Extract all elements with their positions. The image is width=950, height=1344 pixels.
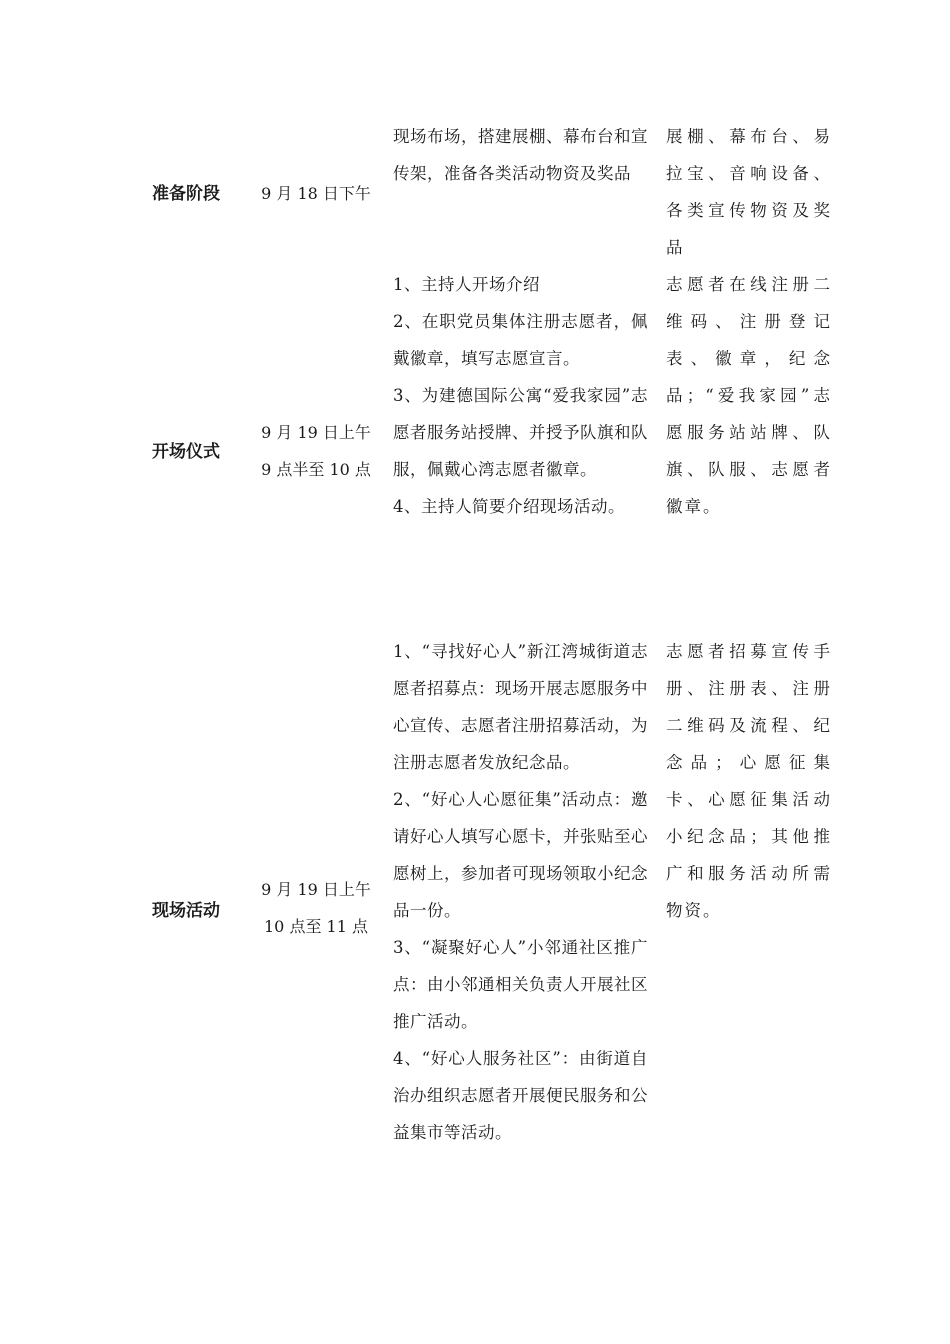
time-line: 9 点半至 10 点 — [261, 460, 371, 479]
content-cell — [393, 266, 648, 525]
resource-cell — [666, 633, 832, 929]
table-row-preparation — [0, 118, 950, 268]
content-paragraph: 3、为建德国际公寓“爱我家园”志愿者服务站授牌、并授予队旗和队服，佩戴心湾志愿者徽章。 — [393, 386, 648, 479]
resource-text: 展棚、幕布台、易拉宝、音响设备、各类宣传物资及奖品 — [666, 127, 832, 257]
time-line: 9 月 19 日上午 — [261, 423, 371, 442]
resource-cell — [666, 266, 832, 525]
time-line: 10 点至 11 点 — [264, 917, 368, 936]
time-line: 9 月 19 日上午 — [261, 880, 371, 899]
stage-label: 现场活动 — [152, 901, 220, 921]
resource-text: 志愿者在线注册二维码、注册登记表、徽章，纪念品；“爱我家园”志愿服务站站牌、队旗、队服、志愿者徽章。 — [666, 275, 832, 516]
time-cell — [248, 175, 384, 212]
content-paragraph: 1、“寻找好心人”新江湾城街道志愿者招募点：现场开展志愿服务中心宣传、志愿者注册招募活动，为注册志愿者发放纪念品。 — [393, 642, 648, 772]
stage-label: 开场仪式 — [152, 442, 220, 462]
table-row-opening — [0, 266, 950, 636]
content-paragraph: 现场布场，搭建展棚、幕布台和宣传架，准备各类活动物资及奖品 — [393, 127, 648, 183]
resource-cell — [666, 118, 832, 266]
content-paragraph: 4、“好心人服务社区”：由街道自治办组织志愿者开展便民服务和公益集市等活动。 — [393, 1049, 648, 1142]
content-cell — [393, 118, 648, 192]
content-paragraph: 4、主持人简要介绍现场活动。 — [393, 497, 625, 516]
content-paragraph: 2、在职党员集体注册志愿者，佩戴徽章，填写志愿宣言。 — [393, 312, 648, 368]
time-cell — [248, 871, 384, 945]
time-line: 9 月 18 日下午 — [261, 184, 371, 203]
content-paragraph: 1、主持人开场介绍 — [393, 275, 540, 294]
table-row-onsite-activities — [0, 633, 950, 1193]
time-cell — [248, 414, 384, 488]
stage-label: 准备阶段 — [152, 184, 220, 204]
content-cell — [393, 633, 648, 1151]
content-paragraph: 3、“凝聚好心人”小邻通社区推广点：由小邻通相关负责人开展社区推广活动。 — [393, 938, 648, 1031]
content-paragraph: 2、“好心人心愿征集”活动点：邀请好心人填写心愿卡，并张贴至心愿树上，参加者可现场领取小纪念品一份。 — [393, 790, 648, 920]
resource-text: 志愿者招募宣传手册、注册表、注册二维码及流程、纪念品；心愿征集卡、心愿征集活动小纪念品；其他推广和服务活动所需物资。 — [666, 642, 832, 920]
